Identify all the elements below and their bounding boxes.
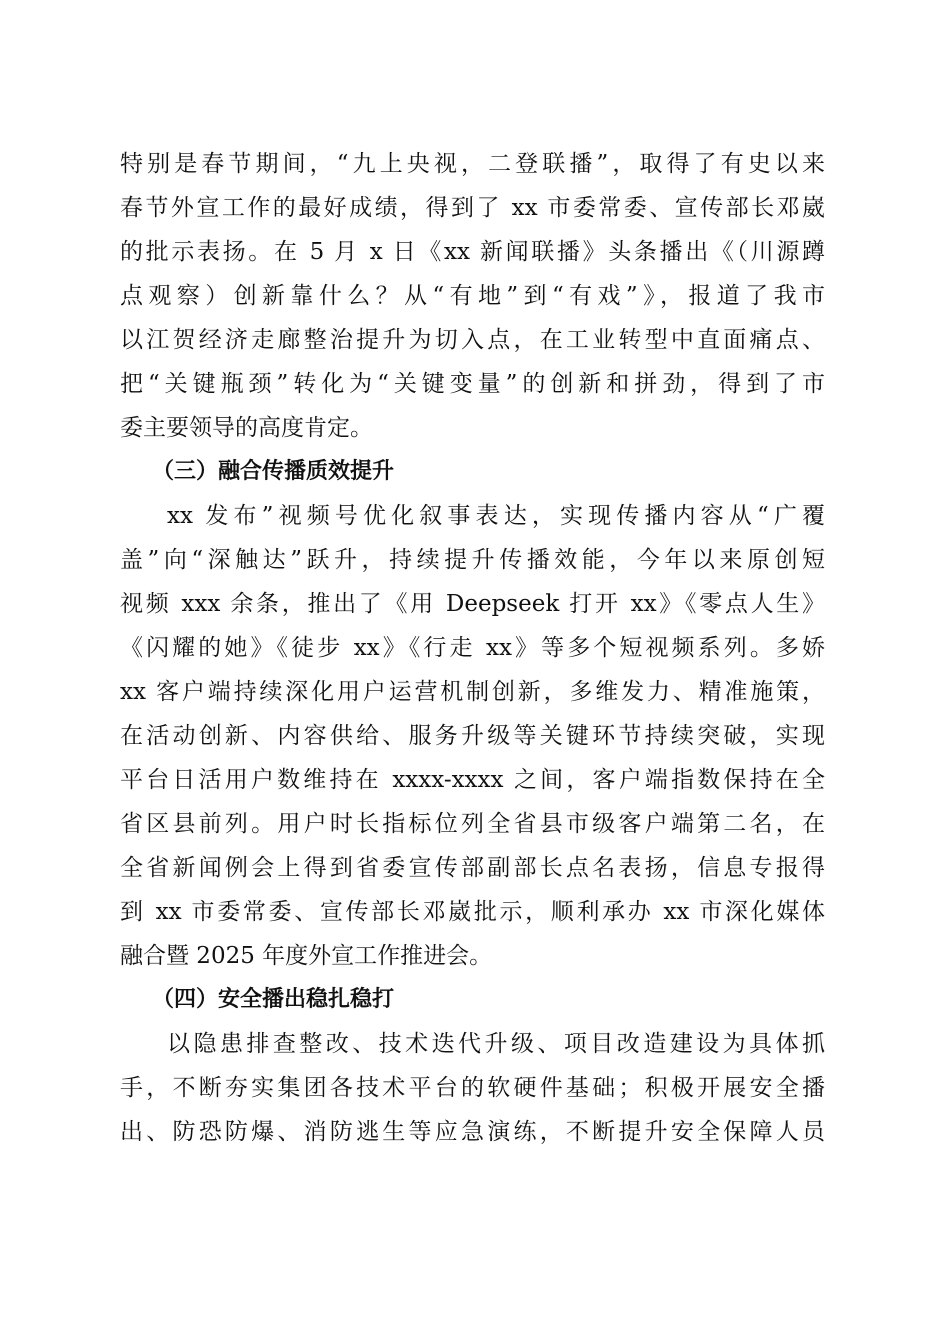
paragraph-line: 春节外宣工作的最好成绩，得到了 xx 市委常委、宣传部长邓崴 (120, 195, 825, 221)
paragraph-line: 出、防恐防爆、消防逃生等应急演练，不断提升安全保障人员 (120, 1119, 825, 1145)
section-heading-3: （三）融合传播质效提升 (152, 459, 395, 484)
paragraph-line: 视频 xxx 余条，推出了《用 Deepseek 打开 xx》《零点人生》 (120, 591, 825, 617)
paragraph-line: 在活动创新、内容供给、服务升级等关键环节持续突破，实现 (120, 723, 825, 749)
paragraph-line: 到 xx 市委常委、宣传部长邓崴批示，顺利承办 xx 市深化媒体 (120, 899, 825, 925)
paragraph-line: 委主要领导的高度肯定。 (120, 415, 373, 441)
paragraph-line: 以江贺经济走廊整治提升为切入点，在工业转型中直面痛点、 (120, 327, 825, 353)
paragraph-line: 融合暨 2025 年度外宣工作推进会。 (120, 943, 493, 969)
paragraph-line: 省区县前列。用户时长指标位列全省县市级客户端第二名，在 (120, 811, 825, 837)
paragraph-line: 平台日活用户数维持在 xxxx-xxxx 之间，客户端指数保持在全 (120, 767, 825, 793)
paragraph-line: 特别是春节期间，“九上央视，二登联播”，取得了有史以来 (120, 151, 825, 177)
paragraph-line: 全省新闻例会上得到省委宣传部副部长点名表扬，信息专报得 (120, 855, 825, 881)
paragraph-line: 的批示表扬。在 5 月 x 日《xx 新闻联播》头条播出《（川源蹲 (120, 239, 825, 265)
paragraph-line: 手，不断夯实集团各技术平台的软硬件基础；积极开展安全播 (120, 1075, 825, 1101)
paragraph-line: 盖”向“深触达”跃升，持续提升传播效能，今年以来原创短 (120, 547, 825, 573)
paragraph-line: xx 发布”视频号优化叙事表达，实现传播内容从“广覆 (167, 503, 825, 529)
section-heading-4: （四）安全播出稳扎稳打 (152, 987, 395, 1012)
paragraph-line: xx 客户端持续深化用户运营机制创新，多维发力、精准施策， (120, 679, 825, 705)
paragraph-line: 把“关键瓶颈”转化为“关键变量”的创新和拼劲，得到了市 (120, 371, 825, 397)
paragraph-line: 点观察）创新靠什么？从“有地”到“有戏”》，报道了我市 (120, 283, 825, 309)
paragraph-line: 以隐患排查整改、技术迭代升级、项目改造建设为具体抓 (167, 1031, 825, 1057)
paragraph-line: 《闪耀的她》《徒步 xx》《行走 xx》等多个短视频系列。多娇 (120, 635, 825, 661)
